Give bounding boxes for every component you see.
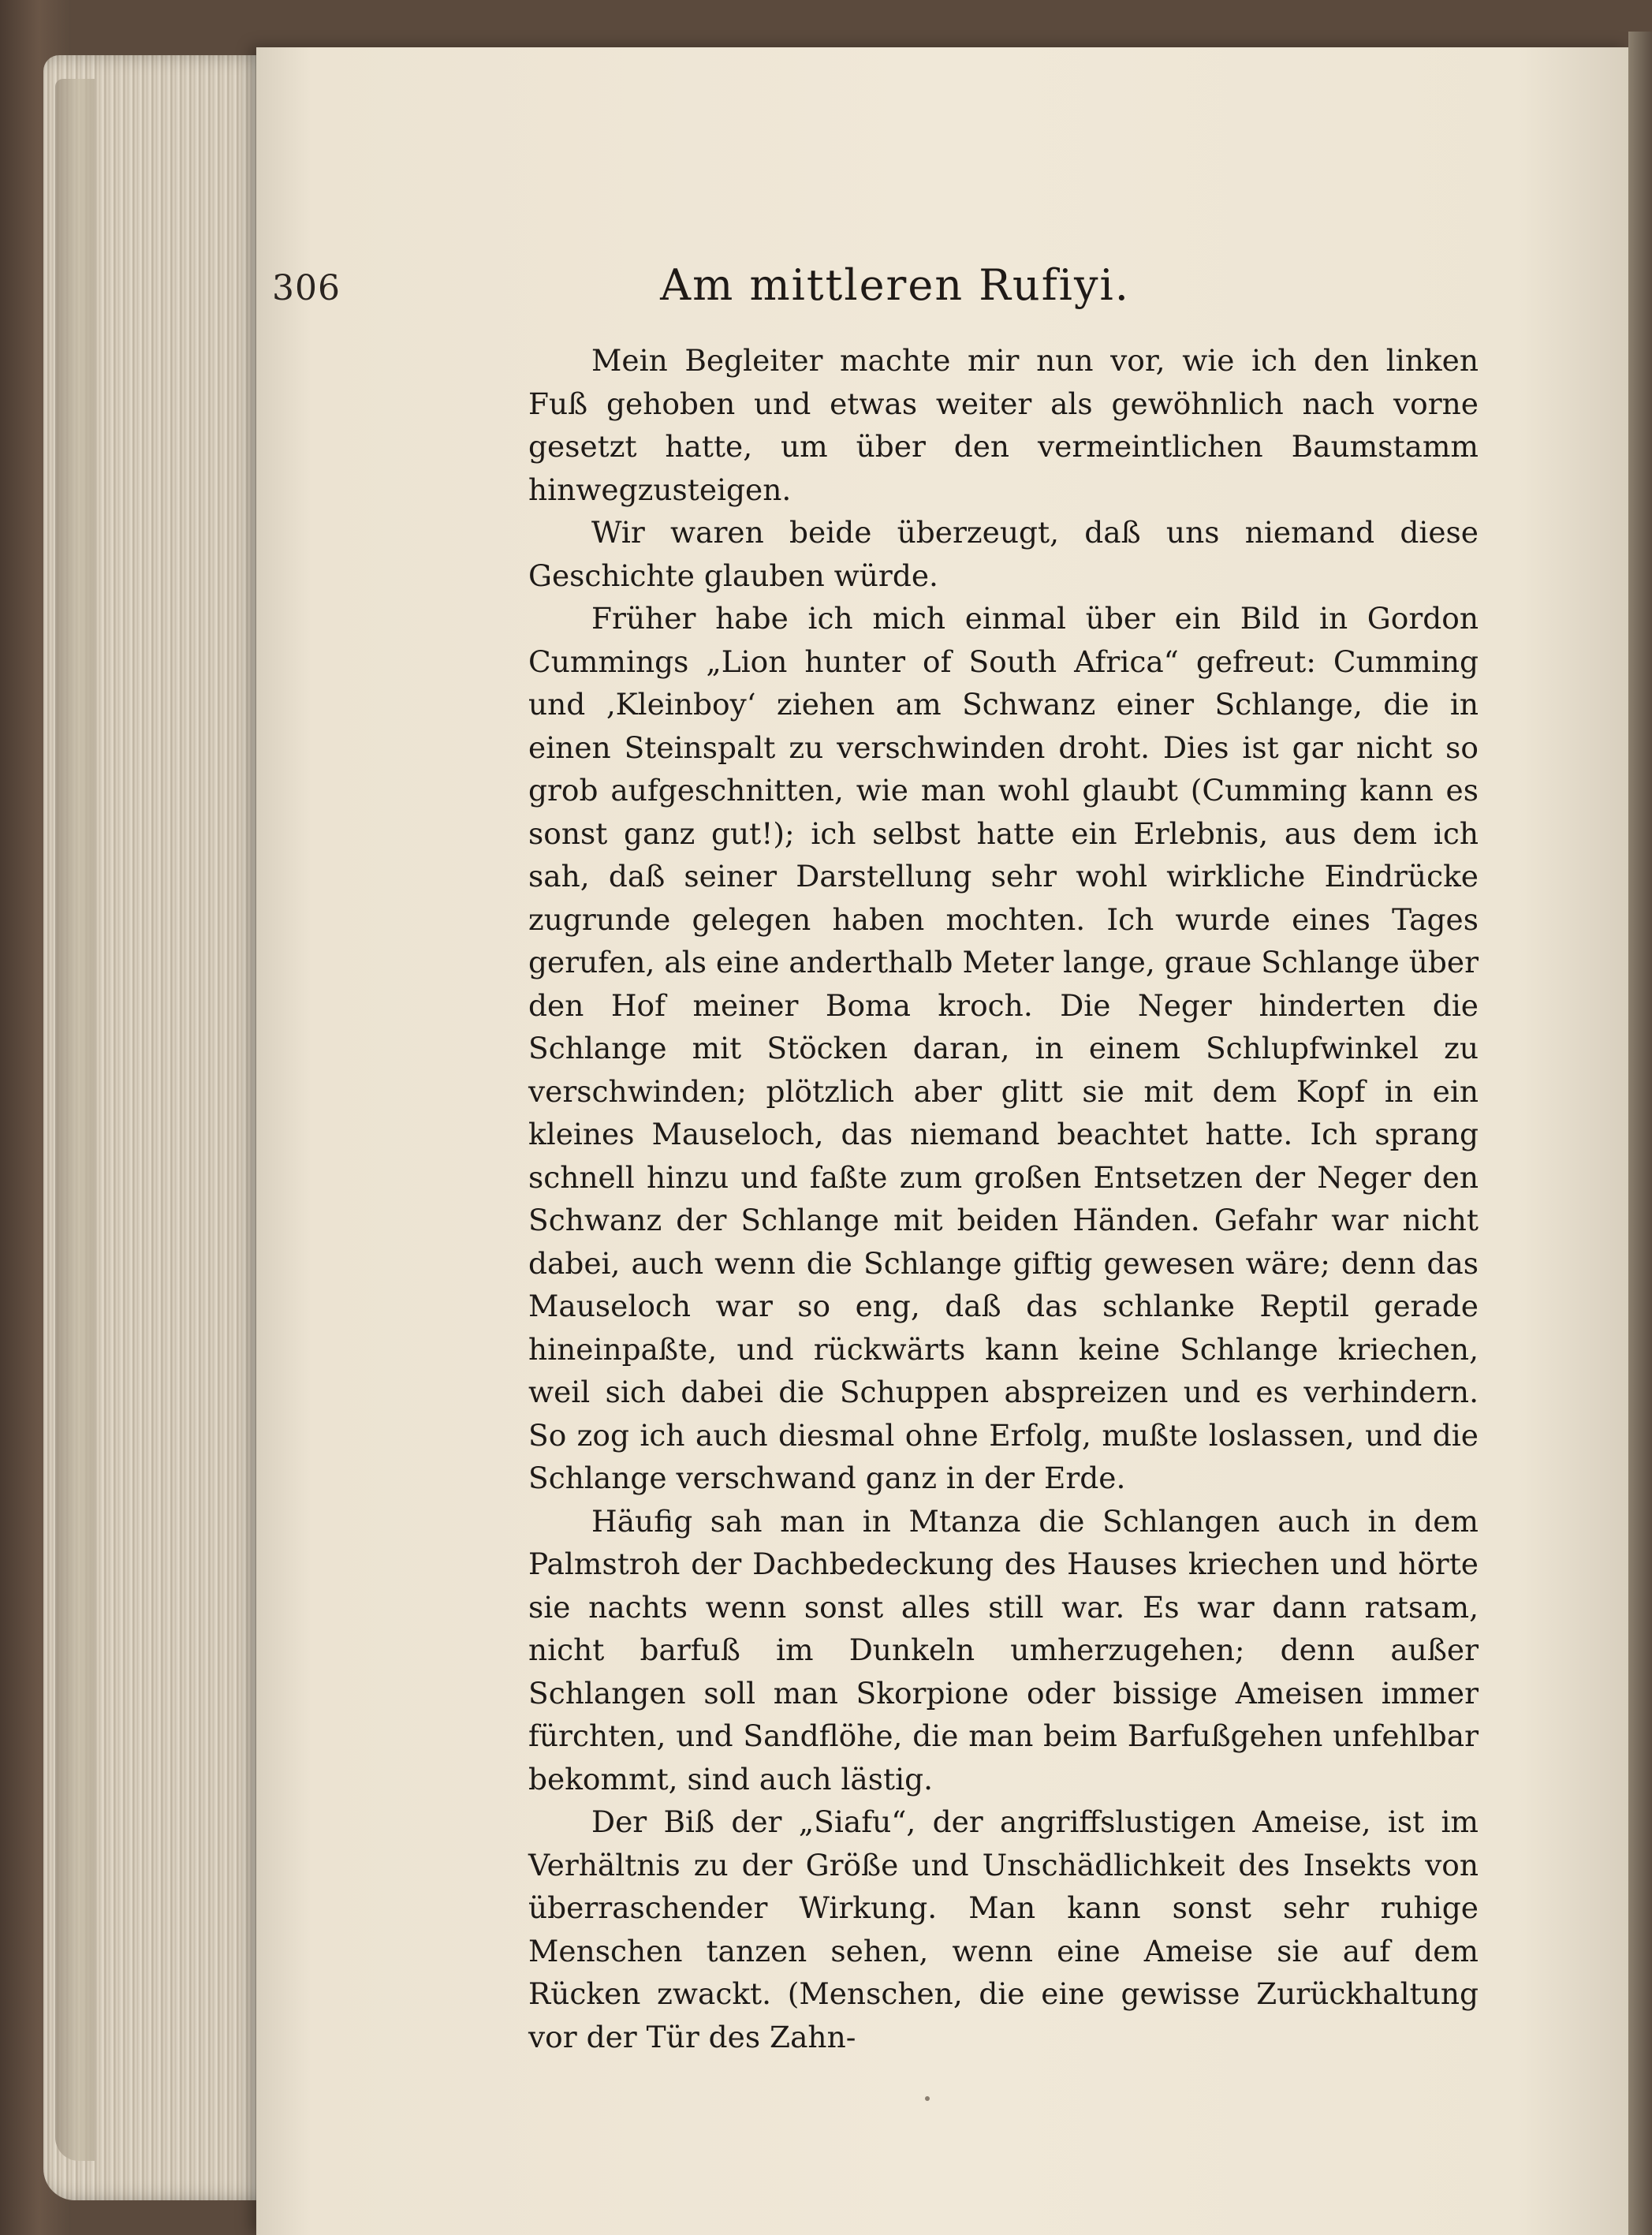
running-title: Am mittleren Rufiyi. [660, 260, 1130, 310]
page-number: 306 [272, 268, 341, 308]
body-text [528, 339, 1479, 2058]
paragraph-1: Mein Begleiter machte mir nun vor, wie ich den linken Fuß gehoben und etwas weiter als gewöhnlich nach vorne gesetzt hatte, um über den vermeintlichen Baumstamm hinwegzusteigen. [528, 343, 1479, 507]
right-binding-edge [1628, 32, 1652, 2235]
paragraph-2: Wir waren beide überzeugt, daß uns niemand diese Geschichte glauben würde. [528, 515, 1479, 593]
paragraph-3: Früher habe ich mich einmal über ein Bild in Gordon Cummings „Lion hunter of South Africa“ gefreut: Cumming und ‚Kleinboy‘ ziehen am Schwanz einer Schlange, die in einen Steinspalt zu verschwinden droht. Dies ist gar nicht so grob aufgeschnitten, wie man wohl glaubt (Cumming kann es sonst ganz gut!); ich selbst hatte ein Erlebnis, aus dem ich sah, daß seiner Darstellung sehr wohl wirkliche Eindrücke zugrunde gelegen haben mochten. Ich wurde eines Tages gerufen, als eine anderthalb Meter lange, graue Schlange über den Hof meiner Boma kroch. Die Neger hinderten die Schlange mit Stöcken daran, in einem Schlupfwinkel zu verschwinden; plötzlich aber glitt sie mit dem Kopf in ein kleines Mauseloch, das niemand beachtet hatte. Ich sprang schnell hinzu und faßte zum großen Entsetzen der Neger den Schwanz der Schlange mit beiden Händen. Gefahr war nicht dabei, auch wenn die Schlange giftig gewesen wäre; denn das Mauseloch war so eng, daß das schlanke Reptil gerade hineinpaßte, und rückwärts kann keine Schlange kriechen, weil sich dabei die Schuppen abspreizen und es verhindern. So zog ich auch diesmal ohne Erfolg, mußte loslassen, und die Schlange verschwand ganz in der Erde. [528, 601, 1479, 1495]
paragraph-5: Der Biß der „Siafu“, der angriffslustigen Ameise, ist im Verhältnis zu der Größe und Unschädlichkeit des Insekts von überraschender Wirkung. Man kann sonst sehr ruhige Menschen tanzen sehen, wenn eine Ameise sie auf dem Rücken zwackt. (Menschen, die eine gewisse Zurückhaltung vor der Tür des Zahn- [528, 1804, 1479, 2054]
page-header [272, 252, 1486, 339]
page-stack-shadow [55, 79, 95, 2161]
paragraph-4: Häufig sah man in Mtanza die Schlangen auch in dem Palmstroh der Dachbedeckung des Hauses kriechen und hörte sie nachts wenn sonst alles still war. Es war dann ratsam, nicht barfuß im Dunkeln umherzugehen; denn außer Schlangen soll man Skorpione oder bissige Ameisen immer fürchten, und Sandflöhe, die man beim Barfußgehen unfehlbar bekommt, sind auch lästig. [528, 1503, 1479, 1797]
page-speck [925, 2096, 930, 2101]
